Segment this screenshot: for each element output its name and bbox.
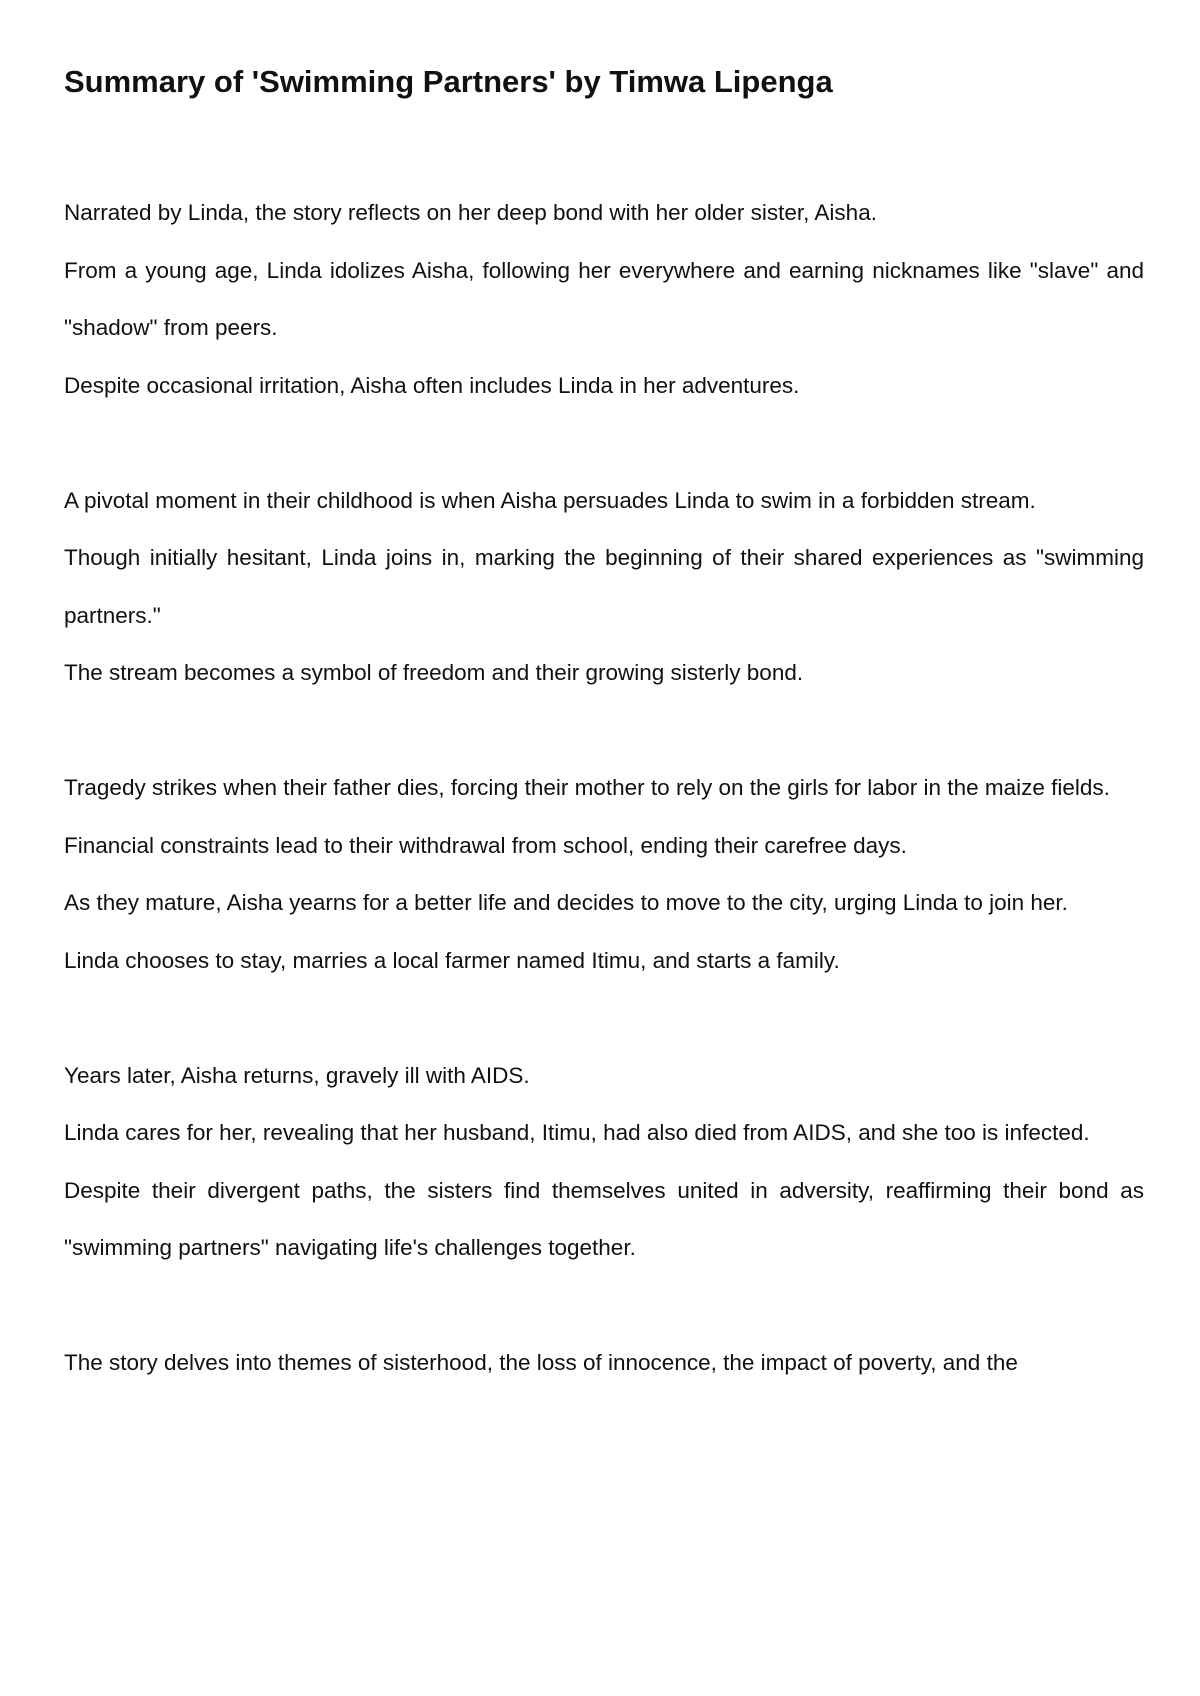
sentence: Linda cares for her, revealing that her husband, Itimu, had also died from AIDS, and she too is infected.	[64, 1120, 1090, 1145]
paragraph-1	[64, 184, 1144, 414]
sentence: Despite occasional irritation, Aisha often includes Linda in her adventures.	[64, 372, 800, 398]
document-title: Summary of 'Swimming Partners' by Timwa Lipenga	[64, 64, 833, 99]
sentence: Though initially hesitant, Linda joins in, marking the beginning of their shared experiences as "swimming partners."	[64, 545, 1144, 628]
sentence: The story delves into themes of sisterhood, the loss of innocence, the impact of poverty, and the	[64, 1350, 1018, 1375]
sentence: A pivotal moment in their childhood is when Aisha persuades Linda to swim in a forbidden stream.	[64, 487, 1036, 513]
sentence: From a young age, Linda idolizes Aisha, following her everywhere and earning nicknames like "slave" and "shadow" from peers.	[64, 257, 1144, 340]
paragraph-2	[64, 472, 1144, 702]
document-body	[64, 184, 1144, 1449]
paragraph-4	[64, 1047, 1144, 1277]
sentence: Financial constraints lead to their withdrawal from school, ending their carefree days.	[64, 832, 907, 858]
sentence: The stream becomes a symbol of freedom and their growing sisterly bond.	[64, 660, 804, 685]
sentence: Narrated by Linda, the story reflects on her deep bond with her older sister, Aisha.	[64, 200, 877, 225]
sentence: Despite their divergent paths, the sisters find themselves united in adversity, reaffirming their bond as "swimming partners" navigating life's challenges together.	[64, 1177, 1144, 1260]
sentence: Years later, Aisha returns, gravely ill with AIDS.	[64, 1062, 530, 1088]
sentence: As they mature, Aisha yearns for a better life and decides to move to the city, urging Linda to join her.	[64, 890, 1068, 915]
sentence: Tragedy strikes when their father dies, forcing their mother to rely on the girls for labor in the maize fields.	[64, 775, 1110, 800]
sentence: Linda chooses to stay, marries a local farmer named Itimu, and starts a family.	[64, 947, 840, 973]
paragraph-3	[64, 759, 1144, 989]
paragraph-5	[64, 1334, 1144, 1392]
